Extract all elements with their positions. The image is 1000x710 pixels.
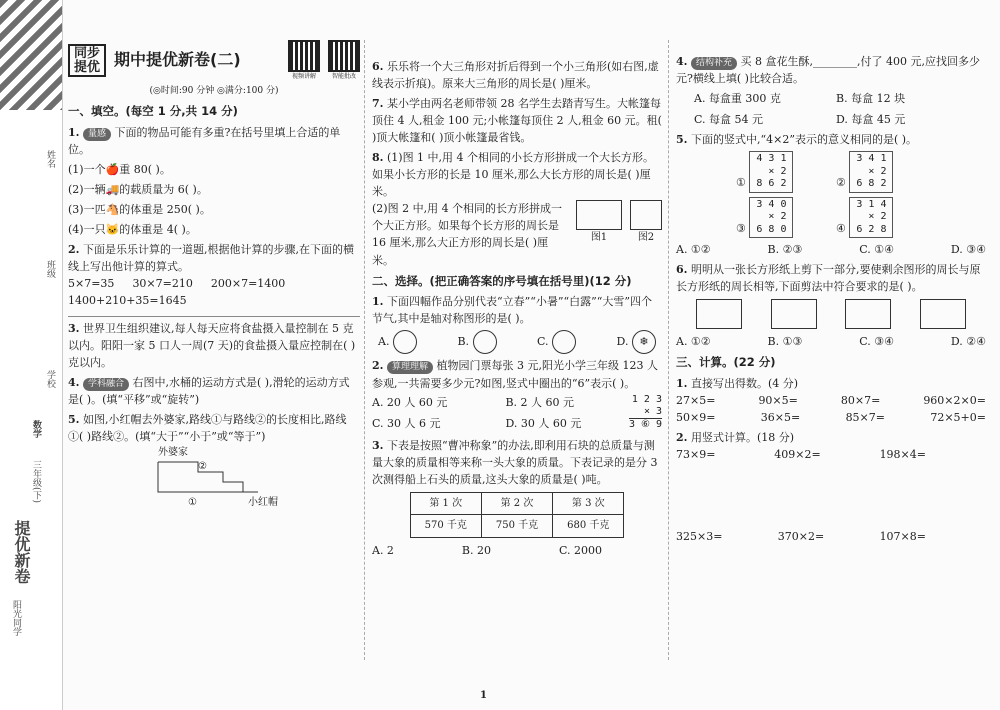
calc-item bbox=[836, 197, 926, 239]
question-number: 3. bbox=[372, 438, 384, 452]
option[interactable]: B. 2 人 60 元 bbox=[505, 395, 575, 409]
question-text: 某小学由两名老师带领 28 名学生去踏青写生。大帐篷每顶住 4 人,租金 100 元;小帐篷每顶住 2 人,租金 60 元。租( )顶大帐篷和( )顶小帐篷最省钱。 bbox=[372, 97, 662, 145]
header bbox=[68, 40, 360, 81]
calc-step: 200×7=1400 bbox=[210, 277, 286, 291]
calc-line: 6 2 8 bbox=[856, 223, 887, 235]
option[interactable]: A. 每盒重 300 克 bbox=[694, 92, 781, 106]
cut-rectangle-figure bbox=[696, 299, 742, 329]
answer-line bbox=[68, 316, 360, 317]
question-number: 2. bbox=[68, 243, 80, 257]
calc-item: 36×5= bbox=[760, 411, 801, 425]
calc-line: × 2 bbox=[868, 165, 887, 177]
sub-question: (3)一匹🐴的体重是 250( )。 bbox=[68, 203, 211, 217]
question bbox=[676, 429, 986, 446]
calc-step: 30×7=210 bbox=[132, 277, 193, 291]
calc-line: 3 1 4 bbox=[856, 198, 887, 210]
option[interactable]: C. ③④ bbox=[859, 335, 894, 349]
cut-rectangle-figure bbox=[771, 299, 817, 329]
calc-mark: ② bbox=[836, 176, 846, 190]
map-label: 外婆家 bbox=[158, 446, 188, 458]
vertical-calc bbox=[629, 394, 662, 431]
calc-mark: ④ bbox=[836, 221, 846, 235]
question-number: 8. bbox=[372, 151, 384, 165]
page-title: 期中提优新卷(二) bbox=[114, 50, 241, 70]
question-number: 1. bbox=[372, 295, 384, 309]
route-1-label: ① bbox=[188, 496, 197, 508]
right-column bbox=[676, 50, 986, 545]
calc-row bbox=[676, 528, 926, 545]
option[interactable] bbox=[378, 330, 417, 354]
calc-line: 6 8 2 bbox=[856, 178, 887, 190]
calc-item: 107×8= bbox=[879, 530, 926, 544]
figure-1 bbox=[576, 200, 622, 246]
question-number: 5. bbox=[68, 412, 80, 426]
question bbox=[372, 437, 662, 488]
option[interactable]: C. 2000 bbox=[558, 543, 602, 557]
qr-label: 视频讲解 bbox=[291, 73, 316, 80]
option[interactable]: A. 20 人 60 元 bbox=[372, 395, 448, 409]
calc-item: 90×5= bbox=[758, 394, 798, 408]
qr-group bbox=[288, 40, 360, 81]
question-text: 乐乐将一个大三角形对折后得到一个小三角形(如右图,虚线表示折痕)。原来大三角形的周长是( )厘米。 bbox=[372, 60, 659, 91]
name-label: 姓名 bbox=[45, 150, 55, 168]
option[interactable]: C. 每盒 54 元 bbox=[694, 113, 764, 127]
question bbox=[68, 411, 360, 445]
solar-term-icon bbox=[552, 330, 576, 354]
calc-item: 27×5= bbox=[676, 394, 716, 408]
question-text: 用竖式计算。(18 分) bbox=[690, 431, 795, 445]
calc-item: 50×9= bbox=[676, 411, 716, 425]
question bbox=[372, 293, 662, 327]
rectangle-figure bbox=[576, 200, 622, 230]
question-number: 2. bbox=[372, 359, 384, 373]
column-divider bbox=[668, 40, 669, 660]
options bbox=[372, 542, 602, 559]
square-figure bbox=[630, 200, 662, 230]
question-text: 植物园门票每张 3 元,阳光小学三年级 123 人参观,一共需要多少元?如图,竖式中圈出的“6”表示( )。 bbox=[372, 359, 658, 390]
solar-term-icon bbox=[393, 330, 417, 354]
question bbox=[372, 149, 662, 200]
calc-item bbox=[836, 151, 926, 193]
question-text: 世界卫生组织建议,每人每天应将食盐摄入量控制在 5 克以内。阳阳一家 5 口人一周(7 天)的食盐摄入量应控制在( )克以内。 bbox=[68, 321, 356, 369]
question bbox=[68, 241, 360, 275]
vertical-calc bbox=[849, 151, 893, 193]
table-header: 第 1 次 bbox=[410, 492, 481, 515]
option[interactable]: D. ②④ bbox=[950, 335, 986, 349]
calc-item bbox=[736, 151, 826, 193]
options bbox=[676, 333, 986, 350]
option[interactable]: B. ②③ bbox=[767, 243, 803, 257]
question-number: 4. bbox=[676, 55, 688, 68]
option-label: B. bbox=[457, 335, 470, 349]
calc-item: 80×7= bbox=[840, 394, 881, 408]
calc-item: 198×4= bbox=[879, 448, 926, 462]
sub-question: (2)一辆🚚的载质量为 6( )。 bbox=[68, 183, 208, 197]
stone-table bbox=[410, 492, 625, 538]
options bbox=[372, 394, 629, 432]
calc-line: × 2 bbox=[768, 165, 787, 177]
option[interactable]: B. ①③ bbox=[767, 335, 803, 349]
series-label: 阳光同学 bbox=[11, 600, 21, 636]
question-text: 下面四幅作品分别代表“立春”“小暑”“白露”“大雪”四个节气,其中是轴对称图形的是( )。 bbox=[372, 295, 652, 326]
options bbox=[378, 330, 656, 354]
question-number: 4. bbox=[68, 375, 80, 389]
exam-meta: (◎时间:90 分钟 ◎满分:100 分) bbox=[149, 86, 279, 97]
question bbox=[68, 124, 360, 158]
question-text: (2)图 2 中,用 4 个相同的长方形拼成一个大正方形。如果每个长方形的周长是 16 厘米,那么大正方形的周长是( )厘米。 bbox=[372, 202, 563, 267]
table-cell: 570 千克 bbox=[410, 515, 481, 538]
option[interactable]: B. 20 bbox=[461, 543, 491, 557]
calc-mark: ① bbox=[736, 176, 746, 190]
calc-line: 3 4 0 bbox=[756, 198, 787, 210]
question bbox=[68, 320, 360, 371]
section-title: 一、填空。(每空 1 分,共 14 分) bbox=[68, 104, 238, 119]
vertical-calc bbox=[749, 197, 793, 239]
calc-line: 6 8 0 bbox=[756, 223, 787, 235]
calc-row bbox=[676, 392, 986, 409]
question-number: 3. bbox=[68, 321, 80, 335]
calc-line: 1 2 3 bbox=[631, 394, 662, 406]
calc-line: × 2 bbox=[868, 211, 887, 223]
question-text: 明明从一张长方形纸上剪下一部分,要使剩余图形的周长与原长方形纸的周长相等,下面剪法中符合要求的是( )。 bbox=[676, 263, 981, 294]
question-number: 6. bbox=[676, 263, 688, 277]
badge: 同步提优 bbox=[68, 44, 106, 77]
option-label: D. bbox=[616, 335, 629, 349]
sub-question: (1)一个🍎重 80( )。 bbox=[68, 163, 171, 177]
options bbox=[694, 90, 968, 128]
sub-question: (4)一只🐱的体重是 4( )。 bbox=[68, 223, 197, 237]
question bbox=[372, 58, 662, 92]
option[interactable] bbox=[457, 330, 496, 354]
calc-item: 85×7= bbox=[845, 411, 885, 425]
vertical-calc bbox=[849, 197, 893, 239]
subject-label: 数学 bbox=[31, 420, 41, 438]
table-header: 第 2 次 bbox=[481, 492, 552, 515]
c2-options-area bbox=[372, 392, 662, 434]
option[interactable]: A. ①② bbox=[676, 335, 711, 349]
calc-line: × 2 bbox=[768, 211, 787, 223]
calc-item bbox=[736, 197, 826, 239]
school-label: 学校 bbox=[45, 370, 55, 388]
route-figure bbox=[148, 445, 360, 507]
calc-steps bbox=[68, 275, 360, 292]
option[interactable] bbox=[617, 330, 656, 354]
question bbox=[372, 357, 662, 391]
table-cell: 750 千克 bbox=[481, 515, 552, 538]
section-title: 三、计算。(22 分) bbox=[676, 355, 776, 370]
snowflake-icon: ❄ bbox=[632, 330, 656, 354]
brand-label: 提优新卷 bbox=[12, 520, 31, 584]
cut-rectangle-figure bbox=[920, 299, 966, 329]
calc-item: 325×3= bbox=[676, 530, 723, 544]
solar-term-icon bbox=[473, 330, 497, 354]
calc-item: 960×2×0= bbox=[923, 394, 986, 408]
vertical-calc bbox=[749, 151, 793, 193]
calc-row bbox=[676, 409, 986, 426]
question bbox=[676, 53, 986, 87]
calc-step: 5×7=35 bbox=[68, 277, 115, 291]
table-cell: 680 千克 bbox=[553, 515, 624, 538]
tag-badge: 结构补充 bbox=[691, 57, 737, 70]
calc-line: 4 3 1 bbox=[756, 153, 787, 165]
tag-badge: 量感 bbox=[83, 128, 111, 141]
qr-grading[interactable] bbox=[328, 40, 360, 81]
cut-rectangle-figure bbox=[845, 299, 891, 329]
tag-badge: 算理理解 bbox=[387, 361, 433, 374]
question-text: 下表是按照“曹冲称象”的办法,即利用石块的总质量与测量大象的质量相等来称一头大象的质量。下表记录的是分 3 次测得船上石头的质量,这头大象的质量是( )吨。 bbox=[372, 438, 658, 486]
option[interactable]: A. ①② bbox=[676, 243, 711, 257]
qr-video[interactable] bbox=[288, 40, 320, 81]
table-header: 第 3 次 bbox=[553, 492, 624, 515]
question-text: (1)图 1 中,用 4 个相同的小长方形拼成一个大长方形。如果小长方形的长是 10 厘米,那么大长方形的周长是( )厘米。 bbox=[372, 151, 655, 199]
question-text: 下面的竖式中,“4×2”表示的意义相同的是( )。 bbox=[690, 133, 918, 147]
calc-step: 1400+210+35=1645 bbox=[68, 294, 187, 308]
left-column bbox=[68, 40, 360, 507]
question-number: 7. bbox=[372, 97, 384, 111]
question bbox=[676, 131, 986, 148]
middle-column bbox=[372, 55, 662, 559]
question bbox=[676, 261, 986, 295]
calc-item: 370×2= bbox=[777, 530, 825, 544]
decorative-stripes bbox=[0, 0, 62, 110]
cut-figures bbox=[696, 299, 966, 329]
question-number: 5. bbox=[676, 133, 688, 147]
calc-line: 8 6 2 bbox=[756, 178, 787, 190]
option[interactable]: D. ③④ bbox=[950, 243, 986, 257]
section-title: 二、选择。(把正确答案的序号填在括号里)(12 分) bbox=[372, 273, 632, 288]
question-number: 6. bbox=[372, 60, 384, 73]
calc-item: 72×5+0= bbox=[930, 411, 986, 425]
figure-2 bbox=[630, 200, 662, 246]
qr-code-icon bbox=[328, 40, 360, 72]
question bbox=[68, 374, 360, 408]
options bbox=[676, 241, 986, 258]
option-label: C. bbox=[537, 335, 549, 349]
calc-row bbox=[676, 446, 926, 528]
route-2-label: ② bbox=[198, 460, 207, 472]
figure-label: 图2 bbox=[637, 232, 655, 244]
figure-label: 图1 bbox=[590, 232, 608, 244]
vertical-calcs bbox=[736, 151, 926, 238]
question-number: 1. bbox=[676, 377, 688, 391]
question-text: 买 8 盒花生酥,________,付了 400 元,应找回多少元?横线上填( )比较合适。 bbox=[676, 55, 980, 86]
question-number: 2. bbox=[676, 431, 688, 445]
option-label: A. bbox=[378, 335, 390, 349]
option[interactable]: B. 每盒 12 块 bbox=[836, 92, 906, 106]
question bbox=[676, 375, 986, 392]
calc-item: 409×2= bbox=[774, 448, 821, 462]
option[interactable]: D. 30 人 60 元 bbox=[505, 416, 582, 430]
question-text: 如图,小红帽去外婆家,路线①与路线②的长度相比,路线①( )路线②。(填“大于”“小于”或“等于”) bbox=[68, 412, 347, 443]
class-label: 班级 bbox=[45, 260, 55, 278]
question-text: 下面的物品可能有多重?在括号里填上合适的单位。 bbox=[68, 126, 341, 157]
q8-part2 bbox=[372, 200, 662, 268]
option[interactable]: C. ①④ bbox=[859, 243, 894, 257]
column-divider bbox=[364, 40, 365, 660]
question-text: 右图中,水桶的运动方式是( ),滑轮的运动方式是( )。(填“平移”或“旋转”) bbox=[68, 375, 350, 406]
calc-line: 3 ⑥ 9 bbox=[628, 419, 662, 431]
calc-line: × 3 bbox=[643, 406, 662, 418]
option[interactable]: A. 2 bbox=[372, 543, 394, 557]
tag-badge: 学科融合 bbox=[83, 378, 129, 391]
calc-item: 73×9= bbox=[676, 448, 716, 462]
map-label: 小红帽 bbox=[248, 496, 278, 508]
question-text: 直接写出得数。(4 分) bbox=[690, 377, 799, 391]
question-number: 1. bbox=[68, 126, 80, 140]
qr-label: 智能批改 bbox=[331, 73, 356, 80]
calc-line: 3 4 1 bbox=[856, 153, 887, 165]
option[interactable]: C. 30 人 6 元 bbox=[372, 416, 441, 430]
grade-label: 三年级(下) bbox=[31, 460, 41, 504]
question bbox=[372, 95, 662, 146]
page-number: 1 bbox=[480, 690, 487, 701]
qr-code-icon bbox=[288, 40, 320, 72]
option[interactable]: D. 每盒 45 元 bbox=[836, 113, 906, 127]
question-text: 下面是乐乐计算的一道题,根据他计算的步骤,在下面的横线上写出他计算的算式。 bbox=[68, 243, 354, 274]
spine bbox=[0, 0, 63, 710]
calc-mark: ③ bbox=[736, 221, 746, 235]
option[interactable] bbox=[537, 330, 576, 354]
